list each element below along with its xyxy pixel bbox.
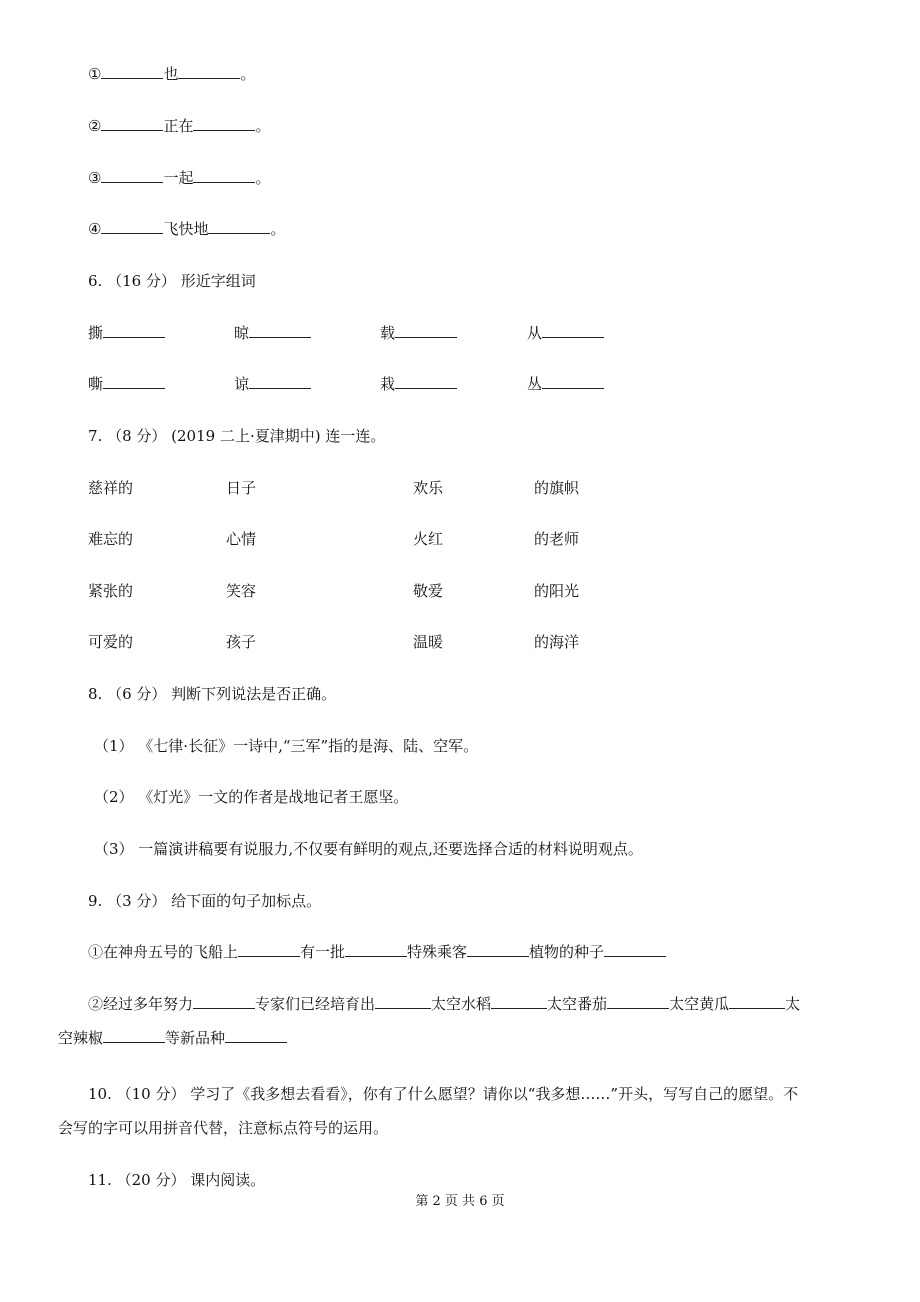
q9-sentence-1: ①在神舟五号的飞船上 有一批 特殊乘客 植物的种子 <box>88 942 666 962</box>
q5-item-1: ① 也 。 <box>88 65 256 83</box>
q10-line-1: 10. （10 分） 学习了《我多想去看看》，你有了什么愿望？请你以“我多想……”开头，写写自己的愿望。不 <box>88 1085 799 1103</box>
q11-title: 11. （20 分） 课内阅读。 <box>88 1171 266 1189</box>
q9-sentence-2-line-1: ②经过多年努力 专家们已经培育出 太空水稻 太空番茄 太空黄瓜 太 <box>88 995 801 1013</box>
q9-sentence-2-line-2: 空辣椒 等新品种 <box>58 1028 287 1048</box>
q8-item-3: （3） 一篇演讲稿要有说服力,不仅要有鲜明的观点,还要选择合适的材料说明观点。 <box>94 840 643 858</box>
q5-item-4: ④ 飞快地 。 <box>88 220 286 238</box>
q10-line-2: 会写的字可以用拼音代替，注意标点符号的运用。 <box>58 1119 389 1137</box>
page-footer: 第 2 页 共 6 页 <box>415 1194 505 1209</box>
q7-title: 7. （8 分） (2019 二上·夏津期中) 连一连。 <box>88 427 386 445</box>
q8-item-1: （1） 《七律·长征》一诗中,“三军”指的是海、陆、空军。 <box>94 737 479 755</box>
q9-title: 9. （3 分） 给下面的句子加标点。 <box>88 892 322 910</box>
q5-item-3: ③ 一起 。 <box>88 169 271 187</box>
q8-title: 8. （6 分） 判断下列说法是否正确。 <box>88 685 337 703</box>
q5-item-2: ② 正在 。 <box>88 117 271 135</box>
q8-item-2: （2） 《灯光》一文的作者是战地记者王愿坚。 <box>94 788 409 806</box>
q6-title: 6. （16 分） 形近字组词 <box>88 272 256 290</box>
